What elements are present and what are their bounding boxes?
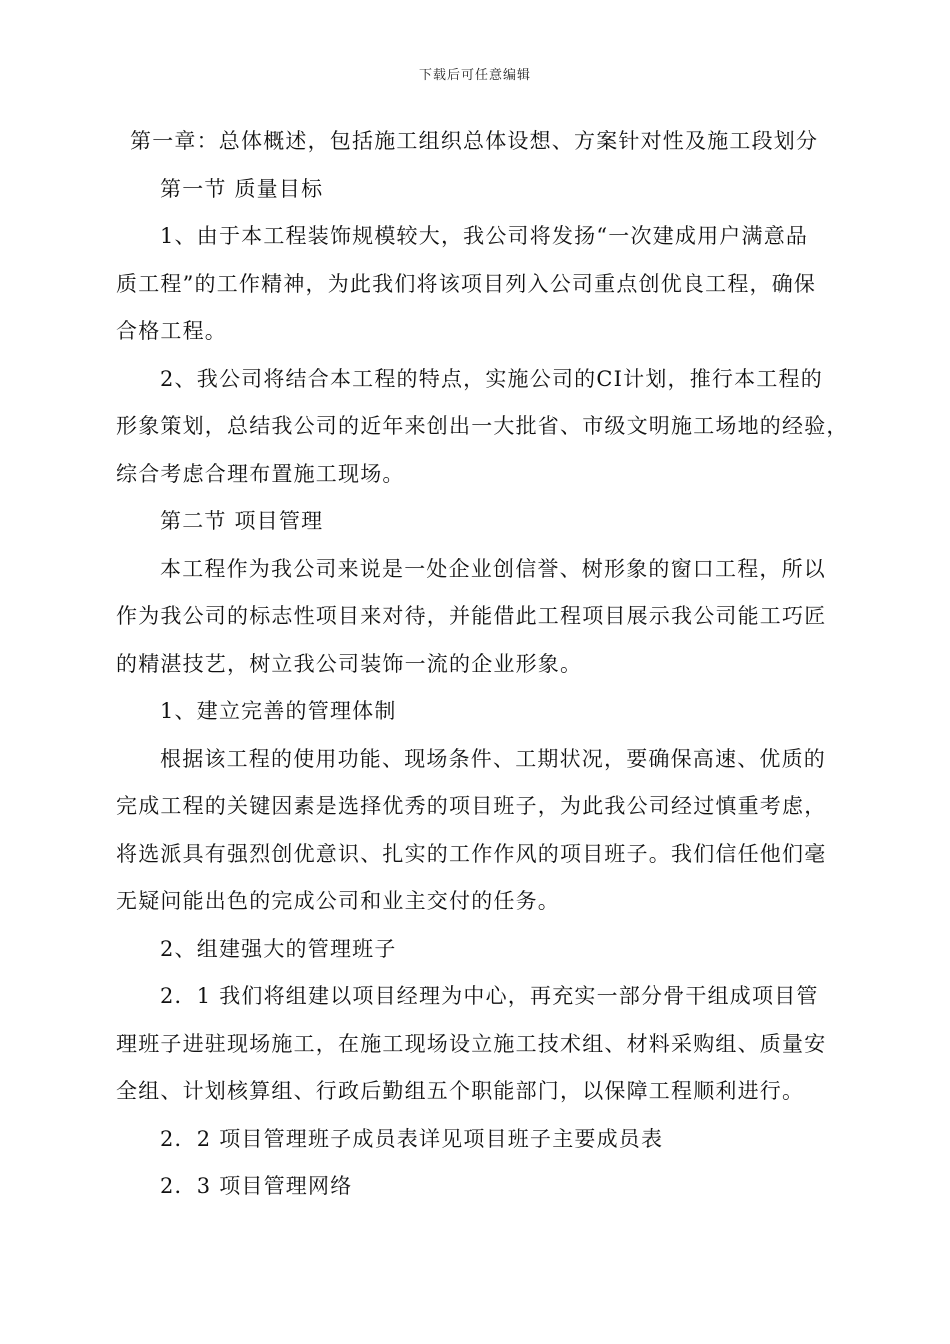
- paragraph-line: 的精湛技艺，树立我公司装饰一流的企业形象。: [116, 651, 583, 676]
- paragraph-line: 2、我公司将结合本工程的特点，实施公司的CI计划，推行本工程的: [160, 366, 823, 391]
- paragraph-line: 完成工程的关键因素是选择优秀的项目班子，为此我公司经过慎重考虑，: [116, 794, 827, 818]
- paragraph-line: 综合考虑合理布置施工现场。: [116, 461, 405, 486]
- paragraph-line: 2．3 项目管理网络: [160, 1174, 353, 1198]
- paragraph-line: 作为我公司的标志性项目来对待，并能借此工程项目展示我公司能工巧匠: [116, 604, 827, 628]
- paragraph-line: 理班子进驻现场施工，在施工现场设立施工技术组、材料采购组、质量安: [116, 1031, 827, 1056]
- subsection-heading: 1、建立完善的管理体制: [160, 699, 397, 723]
- document-body: [116, 118, 849, 1211]
- section-heading: 第一节 质量目标: [160, 176, 324, 201]
- paragraph-line: 根据该工程的使用功能、现场条件、工期状况，要确保高速、优质的: [160, 746, 826, 771]
- paragraph-line: 无疑问能出色的完成公司和业主交付的任务。: [116, 889, 560, 913]
- paragraph-line: 质工程”的工作精神，为此我们将该项目列入公司重点创优良工程，确保: [116, 271, 817, 296]
- paragraph-line: 2．1 我们将组建以项目经理为中心，再充实一部分骨干组成项目管: [160, 984, 819, 1008]
- section-heading: 第二节 项目管理: [160, 509, 324, 533]
- paragraph-line: 全组、计划核算组、行政后勤组五个职能部门，以保障工程顺利进行。: [116, 1079, 805, 1103]
- subsection-heading: 2、组建强大的管理班子: [160, 936, 397, 961]
- chapter-title: 第一章：总体概述，包括施工组织总体设想、方案针对性及施工段划分: [130, 129, 819, 153]
- paragraph-line: 1、由于本工程装饰规模较大，我公司将发扬“一次建成用户满意品: [160, 224, 809, 248]
- paragraph-line: 本工程作为我公司来说是一处企业创信誉、树形象的窗口工程，所以: [160, 556, 826, 581]
- paragraph-line: 2．2 项目管理班子成员表详见项目班子主要成员表: [160, 1126, 664, 1151]
- paragraph-line: 将选派具有强烈创优意识、扎实的工作作风的项目班子。我们信任他们毫: [116, 841, 827, 866]
- paragraph-line: 合格工程。: [116, 319, 227, 343]
- paragraph-line: 形象策划，总结我公司的近年来创出一大批省、市级文明施工场地的经验，: [116, 414, 849, 438]
- header-note: 下载后可任意编辑: [418, 68, 531, 83]
